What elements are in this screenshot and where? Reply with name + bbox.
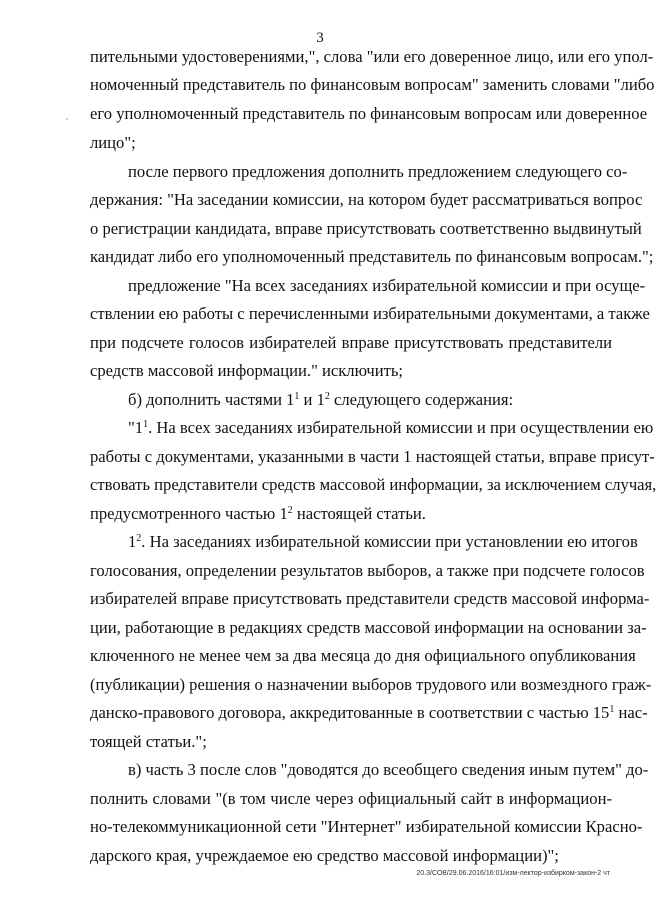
text-line: тоящей статьи."; <box>90 732 207 751</box>
text-line: б) дополнить частями $1^1$ и $1^2$ следующего содержания: <box>128 390 514 409</box>
page-number: 3 <box>316 30 324 46</box>
text-line: избирателей вправе присутствовать представители средств массовой информа- <box>90 589 650 608</box>
text-line: держания: "На заседании комиссии, на котором будет рассматриваться вопрос <box>90 190 643 209</box>
text-line: но-телекоммуникационной сети "Интернет" избирательной комиссии Красно- <box>90 817 643 836</box>
text-line: ствлении ею работы с перечисленными избирательными документами, а также <box>90 304 650 323</box>
text-line: ствовать представители средств массовой информации, за исключением случая, <box>90 475 656 494</box>
text-line: пительными удостоверениями,", слова "или его доверенное лицо, или его упол- <box>90 47 654 66</box>
text-line: предусмотренного частью $1^2$ настоящей статьи. <box>90 504 426 523</box>
text-line: голосования, определении результатов выборов, а также при подсчете голосов <box>90 561 645 580</box>
text-line: при подсчете голосов избирателей вправе присутствовать представители <box>90 333 612 352</box>
text-line: номоченный представитель по финансовым вопросам" заменить словами "либо <box>90 75 655 94</box>
text-line: $1^2$. На заседаниях избирательной комиссии при установлении ею итогов <box>128 532 638 551</box>
text-line: "$1^1$. На всех заседаниях избирательной комиссии и при осуществлении ею <box>128 418 654 437</box>
text-line: о регистрации кандидата, вправе присутствовать соответственно выдвинутый <box>90 219 642 238</box>
text-line: полнить словами "(в том числе через официальный сайт в информацион- <box>90 789 612 808</box>
footer-file-reference: 20.3/СОВ/29.06.2016/16:01/изм-лектор-избирком-закон-2 чт <box>416 870 610 877</box>
text-line: лицо"; <box>90 133 136 152</box>
text-line: кандидат либо его уполномоченный представитель по финансовым вопросам."; <box>90 247 654 266</box>
text-line: данско-правового договора, аккредитованные в соответствии с частью $15^1$ нас- <box>90 703 648 722</box>
text-line: после первого предложения дополнить предложением следующего со- <box>128 162 628 181</box>
scan-speck <box>66 118 68 120</box>
text-line: его уполномоченный представитель по финансовым вопросам или доверенное <box>90 104 648 123</box>
text-line: дарского края, учреждаемое ею средство массовой информации)"; <box>90 846 559 865</box>
text-line: предложение "На всех заседаниях избирательной комиссии и при осуще- <box>128 276 646 295</box>
text-line: ции, работающие в редакциях средств массовой информации на основании за- <box>90 618 647 637</box>
text-line: средств массовой информации." исключить; <box>90 361 404 380</box>
text-line: в) часть 3 после слов "доводятся до всеобщего сведения иным путем" до- <box>128 760 649 779</box>
text-line: работы с документами, указанными в части 1 настоящей статьи, вправе присут- <box>90 447 655 466</box>
text-line: ключенного не менее чем за два месяца до дня официального опубликования <box>90 646 636 665</box>
text-line: (публикации) решения о назначении выборов трудового или возмездного граж- <box>90 675 652 694</box>
